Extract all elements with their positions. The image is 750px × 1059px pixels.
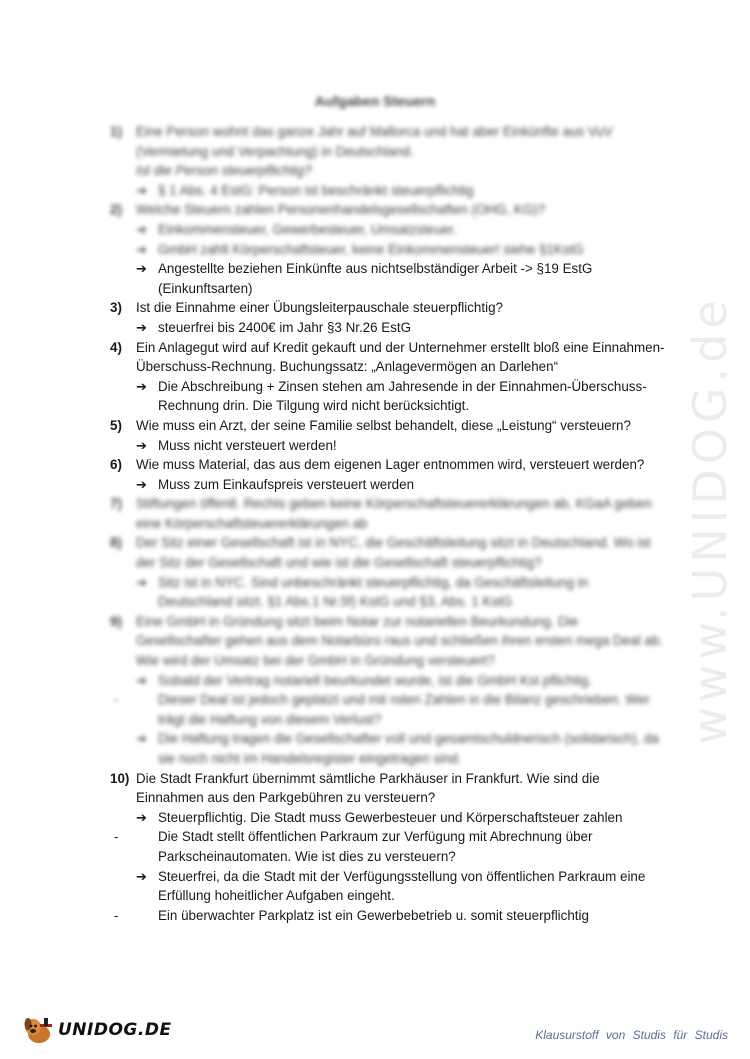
- arrow-icon: ➔: [136, 437, 147, 453]
- question-text: Ist die Person steuerpflichtig?: [136, 163, 312, 179]
- unidog-logo: [20, 1012, 172, 1048]
- dash-marker: -: [114, 829, 119, 845]
- answer-text: steuerfrei bis 2400€ im Jahr §3 Nr.26 EstG: [158, 319, 412, 335]
- answer-item: [136, 573, 665, 612]
- answer-item: [114, 827, 665, 866]
- question-text: Ein Anlagegut wird auf Kredit gekauft und der Unternehmer erstellt bloß eine Einnahmen-Überschuss-Rechnung. Buchungssatz: „Anlagevermögen an Darlehen“: [136, 339, 665, 375]
- question-item: [110, 338, 665, 416]
- question-text: Eine GmbH in Gründung sitzt beim Notar zur notariellen Beurkundung. Die Gesellschafter gehen aus dem Notarbüro raus und schließen ihren ersten mega Deal ab. Wie wird der Umsatz bei der GmbH in Gründung versteuert?: [136, 613, 663, 669]
- dog-icon: [20, 1012, 56, 1048]
- answer-text: Einkommensteuer, Gewerbesteuer, Umsatzsteuer.: [158, 221, 457, 237]
- answer-text: Steuerfrei, da die Stadt mit der Verfügungsstellung von öffentlichen Parkraum eine Erfüllung hoheitlicher Aufgaben eingeht.: [158, 868, 646, 904]
- arrow-icon: ➔: [136, 319, 147, 335]
- question-text: Ist die Einnahme einer Übungsleiterpauschale steuerpflichtig?: [136, 300, 503, 316]
- question-text: Wie muss ein Arzt, der seine Familie selbst behandelt, diese „Leistung“ versteuern?: [136, 417, 631, 433]
- question-text: (Vermietung und Verpachtung) in Deutschland.: [136, 143, 414, 159]
- answer-item: [136, 240, 665, 260]
- answer-text: Sobald der Vertrag notariell beurkundet wurde, ist die GmbH Kst pflichtig.: [158, 672, 592, 688]
- answer-text: § 1 Abs. 4 EstG: Person ist beschränkt steuerpflichtig: [158, 182, 474, 198]
- watermark-text: www.UNIDOG.de: [683, 295, 737, 745]
- answer-item: [136, 729, 665, 768]
- answer-text: Die Haftung tragen die Gesellschafter voll und gesamtschuldnerisch (solidarisch), da sie noch nicht im Handelsregister eingetragen sind.: [158, 731, 659, 766]
- question-item: [110, 455, 665, 494]
- question-item: [110, 416, 665, 455]
- answer-text: Ein überwachter Parkplatz ist ein Gewerbebetrieb u. somit steuerpflichtig: [158, 907, 589, 923]
- answer-item: [114, 690, 665, 729]
- answer-item: [136, 475, 665, 495]
- question-number: 2): [110, 202, 122, 218]
- question-item: [110, 533, 665, 611]
- answer-text: Dieser Deal ist jedoch geplatzt und mit roten Zahlen in die Bilanz geschrieben. Wer trägt die Haftung von diesem Verlust?: [158, 692, 650, 727]
- answer-item: [136, 436, 665, 456]
- question-number: 4): [110, 339, 122, 355]
- question-item: [110, 612, 665, 769]
- answer-text: Die Abschreibung + Zinsen stehen am Jahresende in der Einnahmen-Überschuss-Rechnung drin. Die Tilgung wird nicht berücksichtigt.: [158, 378, 647, 414]
- answer-item: [136, 220, 665, 240]
- arrow-icon: ➔: [136, 261, 147, 277]
- arrow-icon: ➔: [136, 241, 147, 257]
- question-text: Stiftungen öffentl. Rechts geben keine Körperschaftsteuererklärungen ab, KGaA geben eine Körperschaftsteuererklärungen ab: [136, 496, 652, 531]
- answer-text: GmbH zahlt Körperschaftsteuer, keine Einkommensteuer! siehe §1KstG: [158, 241, 584, 257]
- answer-item: [136, 377, 665, 416]
- watermark: [680, 280, 740, 760]
- question-text: Die Stadt Frankfurt übernimmt sämtliche Parkhäuser in Frankfurt. Wie sind die Einnahmen aus den Parkgebühren zu versteuern?: [136, 770, 600, 806]
- arrow-icon: ➔: [136, 182, 147, 198]
- answer-text: Muss nicht versteuert werden!: [158, 437, 337, 453]
- answer-text: Sitz ist in NYC. Sind unbeschränkt steuerpflichtig, da Geschäftsleitung in Deutschland sitzt. §1 Abs.1 Nr.5f) KstG und §3, Abs. 1 KstG: [158, 574, 589, 610]
- question-item: [110, 494, 665, 533]
- question-number: 3): [110, 300, 122, 316]
- arrow-icon: ➔: [136, 868, 147, 884]
- question-number: 6): [110, 457, 122, 473]
- question-list: [110, 122, 665, 925]
- question-number: 10): [110, 770, 130, 786]
- answer-item: [136, 808, 665, 828]
- question-number: 5): [110, 417, 122, 433]
- question-item: [110, 122, 665, 200]
- answer-item: [136, 318, 665, 338]
- question-item: [110, 200, 665, 298]
- arrow-icon: ➔: [136, 574, 147, 590]
- question-item: [110, 298, 665, 337]
- arrow-icon: ➔: [136, 672, 147, 688]
- answer-text: Muss zum Einkaufspreis versteuert werden: [158, 476, 415, 492]
- answer-item: [136, 259, 665, 298]
- answer-item: [136, 867, 665, 906]
- question-text: Welche Steuern zahlen Personenhandelsgesellschaften (OHG, KG)?: [136, 202, 546, 218]
- question-number: 7): [110, 496, 122, 512]
- arrow-icon: ➔: [136, 476, 147, 492]
- question-item: [110, 769, 665, 926]
- dash-marker: -: [114, 692, 119, 708]
- arrow-icon: ➔: [136, 378, 147, 394]
- answer-item: [136, 671, 665, 691]
- arrow-icon: ➔: [136, 221, 147, 237]
- footer-slogan: Klausurstoff von Studis für Studis: [535, 1028, 728, 1042]
- answer-item: [114, 906, 665, 926]
- dash-marker: -: [114, 907, 119, 923]
- logo-text: UNIDOG.DE: [58, 1020, 172, 1040]
- question-text: Der Sitz einer Gesellschaft ist in NYC, die Geschäftsleitung sitzt in Deutschland. Wo ist der Sitz der Gesellschaft und wie ist die Gesellschaft steuerpflichtig?: [136, 535, 651, 571]
- answer-text: Die Stadt stellt öffentlichen Parkraum zur Verfügung mit Abrechnung über Parkscheinautomaten. Wie ist dies zu versteuern?: [158, 829, 593, 864]
- question-number: 1): [110, 124, 122, 139]
- document-title: Aufgaben Steuern: [314, 93, 436, 109]
- question-text: Wie muss Material, das aus dem eigenen Lager entnommen wird, versteuert werden?: [136, 457, 645, 473]
- question-number: 8): [110, 535, 122, 551]
- answer-text: Steuerpflichtig. Die Stadt muss Gewerbesteuer und Körperschaftsteuer zahlen: [158, 809, 623, 825]
- arrow-icon: ➔: [136, 809, 147, 825]
- arrow-icon: ➔: [136, 731, 147, 747]
- question-text: Eine Person wohnt das ganze Jahr auf Mallorca und hat aber Einkünfte aus VuV: [136, 124, 613, 139]
- answer-item: [136, 181, 665, 201]
- question-number: 9): [110, 613, 122, 629]
- answer-text: Angestellte beziehen Einkünfte aus nichtselbständiger Arbeit -> §19 EstG (Einkunftsarten): [158, 261, 593, 296]
